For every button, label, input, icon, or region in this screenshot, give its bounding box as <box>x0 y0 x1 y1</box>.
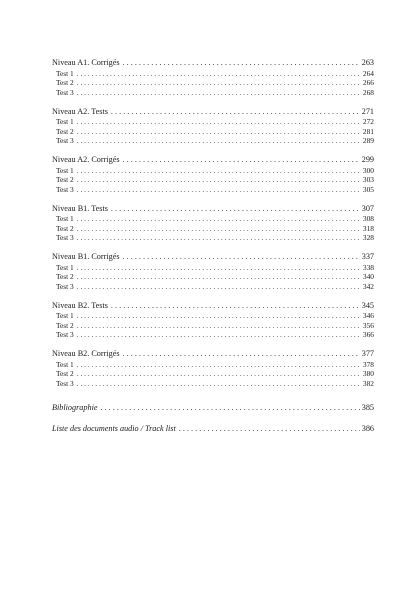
toc-page-number: 366 <box>362 330 374 339</box>
toc-entry[interactable] <box>52 166 374 176</box>
toc-entry-title: Test 2 <box>56 175 74 184</box>
toc-entry[interactable] <box>52 78 374 88</box>
toc-entry[interactable] <box>52 311 374 321</box>
toc-page-number: 356 <box>362 320 374 330</box>
toc-heading[interactable] <box>52 301 374 312</box>
toc-page-number: 340 <box>362 272 374 281</box>
toc-page-number: 303 <box>362 175 374 184</box>
toc-page-number: 300 <box>362 165 374 175</box>
toc-entry-title: Test 3 <box>56 233 74 242</box>
toc-section-b1-tests <box>52 204 374 243</box>
toc-page-number: 299 <box>361 155 374 164</box>
toc-entry-title: Test 2 <box>56 126 74 136</box>
toc-heading-title: Niveau B1. Tests <box>52 203 108 213</box>
toc-entry-bibliographie[interactable] <box>52 402 374 414</box>
toc-page-number: 308 <box>362 214 374 223</box>
toc-entry-title: Test 3 <box>56 330 74 339</box>
toc-heading-title: Niveau A2. Corrigés <box>52 155 120 164</box>
toc-page-number: 385 <box>361 402 374 412</box>
dot-leader <box>77 311 361 321</box>
toc-page-number: 272 <box>362 117 374 126</box>
toc-heading[interactable] <box>52 252 374 263</box>
toc-heading[interactable] <box>52 58 374 69</box>
toc-entry-title: Test 3 <box>56 281 74 291</box>
toc-heading-title: Niveau A1. Corrigés <box>52 58 120 67</box>
toc-entry[interactable] <box>52 321 374 331</box>
dot-leader <box>77 185 361 195</box>
toc-page-number: 342 <box>362 281 374 291</box>
toc-section-b2-tests <box>52 301 374 340</box>
toc-page-number: 338 <box>362 262 374 272</box>
toc-entry[interactable] <box>52 185 374 195</box>
toc-page-number: 380 <box>362 369 374 378</box>
dot-leader <box>77 69 361 79</box>
dot-leader <box>111 204 360 215</box>
dot-leader <box>100 402 359 414</box>
toc-heading-title: Niveau A2. Tests <box>52 106 108 116</box>
dot-leader <box>77 88 361 98</box>
toc-entry-title: Test 1 <box>56 68 74 78</box>
dot-leader <box>77 369 361 379</box>
dot-leader <box>123 155 360 166</box>
toc-entry[interactable] <box>52 379 374 389</box>
dot-leader <box>77 379 361 389</box>
dot-leader <box>77 321 361 331</box>
toc-entry-title: Test 3 <box>56 184 74 194</box>
toc-page-number: 346 <box>362 311 374 320</box>
toc-heading[interactable] <box>52 155 374 166</box>
toc-section-a2-tests <box>52 107 374 146</box>
toc-entry-title: Liste des documents audio / Track list <box>52 423 176 433</box>
toc-entry[interactable] <box>52 369 374 379</box>
toc-entry-title: Test 1 <box>56 359 74 369</box>
toc-entry[interactable] <box>52 136 374 146</box>
dot-leader <box>77 263 361 273</box>
dot-leader <box>77 166 361 176</box>
toc-entry-title: Bibliographie <box>52 402 98 412</box>
toc-page-number: 266 <box>362 78 374 87</box>
toc-section-a2-corriges <box>52 155 374 194</box>
toc-entry-track-list[interactable] <box>52 423 374 435</box>
toc-entry[interactable] <box>52 233 374 243</box>
toc-entry-title: Test 2 <box>56 272 74 281</box>
toc-page-number: 328 <box>362 233 374 242</box>
dot-leader <box>111 107 360 118</box>
toc-page-number: 281 <box>362 126 374 136</box>
toc-entry-title: Test 2 <box>56 369 74 378</box>
dot-leader <box>77 136 361 146</box>
dot-leader <box>77 233 361 243</box>
toc-page-number: 377 <box>361 349 374 358</box>
toc-page-number: 307 <box>361 203 374 213</box>
toc-page-number: 263 <box>361 58 374 67</box>
toc-section-b1-corriges <box>52 252 374 291</box>
toc-page-number: 382 <box>362 378 374 388</box>
toc-page-number: 337 <box>361 252 374 261</box>
toc-section-a1-corriges <box>52 58 374 97</box>
dot-leader <box>77 330 361 340</box>
toc-entry-title: Test 1 <box>56 165 74 175</box>
toc-heading-title: Niveau B2. Tests <box>52 300 108 310</box>
toc-page-number: 378 <box>362 359 374 369</box>
dot-leader <box>77 224 361 234</box>
toc-entry[interactable] <box>52 224 374 234</box>
dot-leader <box>123 58 360 69</box>
toc-entry[interactable] <box>52 282 374 292</box>
toc-entry[interactable] <box>52 263 374 273</box>
toc-entry[interactable] <box>52 360 374 370</box>
toc-entry-title: Test 1 <box>56 262 74 272</box>
dot-leader <box>179 423 360 435</box>
toc-page-number: 289 <box>362 136 374 145</box>
toc-entry[interactable] <box>52 117 374 127</box>
toc-heading-title: Niveau B2. Corrigés <box>52 349 120 358</box>
toc-entry[interactable] <box>52 88 374 98</box>
dot-leader <box>123 349 360 360</box>
toc-page-number: 264 <box>362 68 374 78</box>
toc-page-number: 271 <box>361 106 374 116</box>
toc-entry[interactable] <box>52 175 374 185</box>
toc-entry[interactable] <box>52 330 374 340</box>
toc-heading[interactable] <box>52 204 374 215</box>
toc-entry-title: Test 1 <box>56 214 74 223</box>
dot-leader <box>77 117 361 127</box>
dot-leader <box>77 175 361 185</box>
toc-entry[interactable] <box>52 214 374 224</box>
toc-page-number: 318 <box>362 223 374 233</box>
toc-entry[interactable] <box>52 69 374 79</box>
toc-entry-title: Test 3 <box>56 378 74 388</box>
toc-page-number: 305 <box>362 184 374 194</box>
table-of-contents <box>52 58 374 444</box>
toc-entry-title: Test 3 <box>56 136 74 145</box>
dot-leader <box>77 360 361 370</box>
toc-page-number: 386 <box>361 423 374 433</box>
dot-leader <box>123 252 360 263</box>
toc-entry-title: Test 3 <box>56 87 74 97</box>
toc-entry-title: Test 2 <box>56 320 74 330</box>
toc-entry[interactable] <box>52 127 374 137</box>
toc-page-number: 268 <box>362 87 374 97</box>
toc-heading[interactable] <box>52 107 374 118</box>
toc-entry-title: Test 2 <box>56 78 74 87</box>
toc-entry-title: Test 2 <box>56 223 74 233</box>
dot-leader <box>77 214 361 224</box>
dot-leader <box>77 127 361 137</box>
dot-leader <box>77 78 361 88</box>
toc-entry-title: Test 1 <box>56 117 74 126</box>
toc-section-b2-corriges <box>52 349 374 388</box>
dot-leader <box>77 272 361 282</box>
toc-page-number: 345 <box>361 300 374 310</box>
dot-leader <box>77 282 361 292</box>
toc-heading-title: Niveau B1. Corrigés <box>52 252 120 261</box>
toc-entry-title: Test 1 <box>56 311 74 320</box>
dot-leader <box>111 301 360 312</box>
toc-heading[interactable] <box>52 349 374 360</box>
toc-entry[interactable] <box>52 272 374 282</box>
